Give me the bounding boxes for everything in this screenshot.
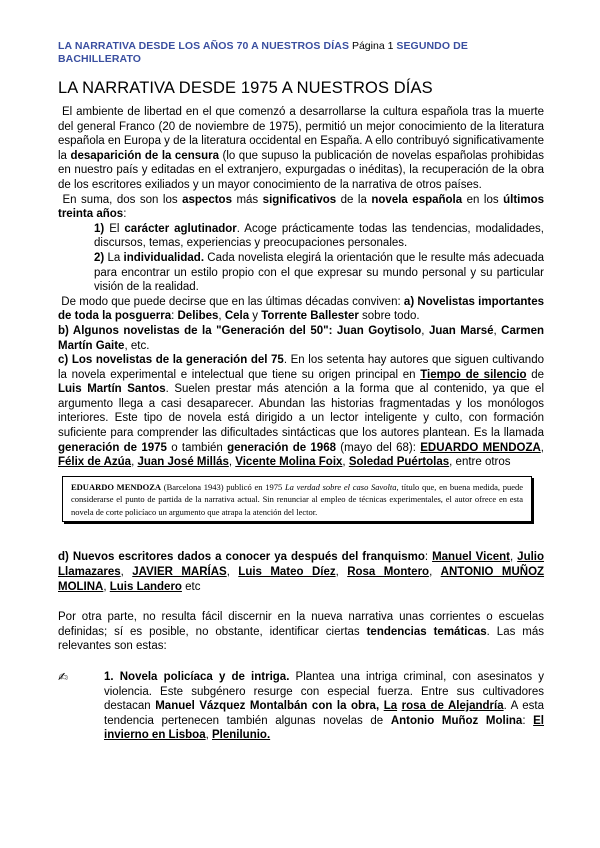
text-span: aspectos <box>182 193 232 206</box>
text-span: El <box>104 222 125 235</box>
text-span: El invierno en Lisboa <box>104 714 545 742</box>
text-span: Tiempo de silencio <box>420 368 527 381</box>
trend-item-1 <box>58 670 544 743</box>
text-span: Cela <box>224 310 250 323</box>
text-span: Luis Landero <box>109 580 182 593</box>
text-span: de la <box>336 193 372 206</box>
text-span: JAVIER MARÍAS <box>132 565 227 578</box>
text-span: Carmen Martín Gaite <box>58 324 544 352</box>
text-span: (mayo del 68): <box>336 441 421 454</box>
text-span: 2) <box>94 251 105 264</box>
text-span: , título que, en buena medida, puede considerarse el punto de partida de la narrativa actual. Sin renunciar al empleo de técnicas experimentales, el autor ofrece en esta novela de corte policíaco un argumento que atrapa la atención del lector. <box>71 481 523 517</box>
text-span: c) Los novelistas de la generación del 75 <box>58 354 284 367</box>
text-span: La verdad sobre el caso Savolta <box>284 481 397 492</box>
text-span: , <box>120 565 133 578</box>
text-span: , <box>421 324 429 337</box>
text-span: . Las más relevantes son estas: <box>58 625 544 653</box>
text-span: significativos <box>262 193 337 206</box>
page-title: LA NARRATIVA DESDE 1975 A NUESTROS DÍAS <box>58 79 433 97</box>
text-span: , <box>540 441 544 454</box>
text-span: : <box>171 310 178 323</box>
text-span: Vicente Molina Foix <box>235 456 343 469</box>
text-span: , entre otros <box>449 456 511 469</box>
text-span: o también <box>166 441 228 454</box>
text-span: . Acoge prácticamente todas las tendencias, modalidades, discursos, temas, experiencias y preocupaciones personales. <box>94 222 544 250</box>
text-span: generación de 1968 <box>227 441 336 454</box>
text-span: , <box>429 565 441 578</box>
header-page-number: Página 1 <box>351 40 394 52</box>
text-span: individualidad. <box>123 251 205 264</box>
text-span: ANTONIO MUÑOZ MOLINA <box>58 565 545 593</box>
text-span: a) Novelistas importantes de toda la posguerra <box>58 295 544 323</box>
generation-50-paragraph <box>58 324 544 353</box>
text-span: (lo que supuso la publicación de novelas españolas prohibidas en nuestro país y editadas en el extranjero, expurgadas o inéditas), la recuperación de la obra de los escritores exiliados y un mayor conocimiento de la narrativa de otros países. <box>58 149 544 191</box>
text-span: novela española <box>371 193 463 206</box>
text-span: , <box>103 580 110 593</box>
text-span: De modo que puede decirse que en las últimas décadas conviven: <box>61 295 404 308</box>
text-span: 1. Novela policíaca y de intriga. <box>104 670 290 683</box>
text-span: sobre todo. <box>358 310 420 323</box>
text-span: , <box>342 456 349 469</box>
text-span: : <box>522 714 534 727</box>
text-span: , <box>493 324 502 337</box>
text-span: . En los setenta hay autores que siguen cultivando la novela experimental e intelectual que tiene su origen principal en <box>58 354 544 381</box>
text-span: (Barcelona 1943) publicó en 1975 <box>161 481 285 492</box>
text-span: Torrente Ballester <box>261 310 359 323</box>
mendoza-note-box <box>62 476 532 523</box>
text-span: La <box>383 700 398 713</box>
text-span: de <box>526 368 544 381</box>
text-span: El ambiente de libertad en el que comenzó a desarrollarse la cultura española tras la muerte del general Franco (20 de noviembre de 1975), permitió un mejor conocimiento de la literatura española en Europa y de la literatura occidental en España. A ello contribuyó significativamente la <box>58 106 544 162</box>
text-span: Julio Llamazares <box>58 551 545 578</box>
text-span: Soledad Puértolas <box>348 456 450 469</box>
text-span: más <box>231 193 263 206</box>
text-span: Luis Mateo Díez <box>238 565 336 578</box>
text-span: 1) <box>94 222 105 235</box>
text-span: rosa de Alejandría <box>401 700 504 713</box>
text-span: en los <box>462 193 504 206</box>
thematic-trends-paragraph <box>58 610 544 654</box>
text-span: Antonio Muñoz Molina <box>390 714 523 727</box>
text-span: tendencias temáticas <box>366 625 487 638</box>
text-span: Manuel Vázquez Montalbán con la obra, <box>155 700 384 713</box>
text-span: Luis Martín Santos <box>58 383 166 396</box>
aspect-item-2 <box>58 251 544 295</box>
text-span: , <box>131 456 138 469</box>
text-span: carácter aglutinador <box>124 222 237 235</box>
text-span: Por otra parte, no resulta fácil discernir en la nueva narrativa unas corrientes o escuelas definidas; sí es posible, no obstante, identificar ciertas <box>58 611 544 638</box>
text-span: En suma, dos son los <box>62 193 183 206</box>
text-span: , <box>226 565 239 578</box>
text-span: : <box>123 208 127 221</box>
new-writers-paragraph <box>58 550 544 594</box>
decades-paragraph <box>58 295 544 324</box>
text-span: , <box>335 565 348 578</box>
text-span: EDUARDO MENDOZA <box>71 481 162 492</box>
text-span: , <box>218 310 225 323</box>
generation-75-paragraph <box>58 353 544 470</box>
text-span: Félix de Azúa <box>58 456 132 469</box>
aspects-paragraph <box>58 193 544 222</box>
text-span: Rosa Montero <box>347 565 430 578</box>
page-header <box>58 40 540 66</box>
intro-paragraph <box>58 105 544 193</box>
text-span: . Suelen prestar más atención a la forma que al contenido, ya que el argumento llega a casi desaparecer. Abundan las historias fragmentadas y los monólogos interiores. Este tipo de novela está dirigido a un lector inteligente y culto, con formación suficiente para comprender las dificultades sintácticas que los autores plantean. Es la llamada <box>58 383 544 440</box>
aspect-item-1 <box>58 222 544 251</box>
text-span: etc <box>181 580 201 593</box>
document-body <box>58 105 544 743</box>
text-span: , etc. <box>124 339 150 352</box>
text-span: La <box>104 251 124 264</box>
text-span: , <box>509 551 518 564</box>
text-span: , <box>228 456 236 469</box>
text-span: d) Nuevos escritores dados a conocer ya después del franquismo <box>58 551 425 564</box>
header-left: LA NARRATIVA DESDE LOS AÑOS 70 A NUESTROS DÍAS <box>58 40 350 52</box>
text-span: Cada novelista elegirá la orientación que le resulte más adecuada para encontrar un estilo propio con el que expresar su mundo personal y su particular visión de la realidad. <box>94 251 544 294</box>
text-span: . A esta tendencia pertenecen también algunas novelas de <box>104 700 544 727</box>
header-right: SEGUNDO DE BACHILLERATO <box>58 40 468 65</box>
text-span: Plenilunio. <box>212 729 271 742</box>
text-span: Manuel Vicent <box>432 551 510 564</box>
text-span: desaparición de la censura <box>70 149 220 162</box>
text-span: Juan Marsé <box>428 324 494 337</box>
text-span: y <box>249 310 262 323</box>
text-span: Juan José Millás <box>137 456 229 469</box>
text-span: últimos treinta años <box>58 193 544 221</box>
text-span: b) Algunos novelistas de la "Generación del 50": Juan Goytisolo <box>58 324 422 337</box>
text-span: , <box>205 729 212 742</box>
pen-bullet-icon: ✍ <box>58 669 69 684</box>
text-span: Plantea una intriga criminal, con asesinatos y violencia. Este subgénero resurge con especial fuerza. Entre sus cultivadores destacan <box>104 670 544 713</box>
text-span: EDUARDO MENDOZA <box>420 441 541 454</box>
text-span: : <box>424 551 433 564</box>
text-span: Delibes <box>177 310 219 323</box>
text-span: generación de 1975 <box>58 441 167 454</box>
